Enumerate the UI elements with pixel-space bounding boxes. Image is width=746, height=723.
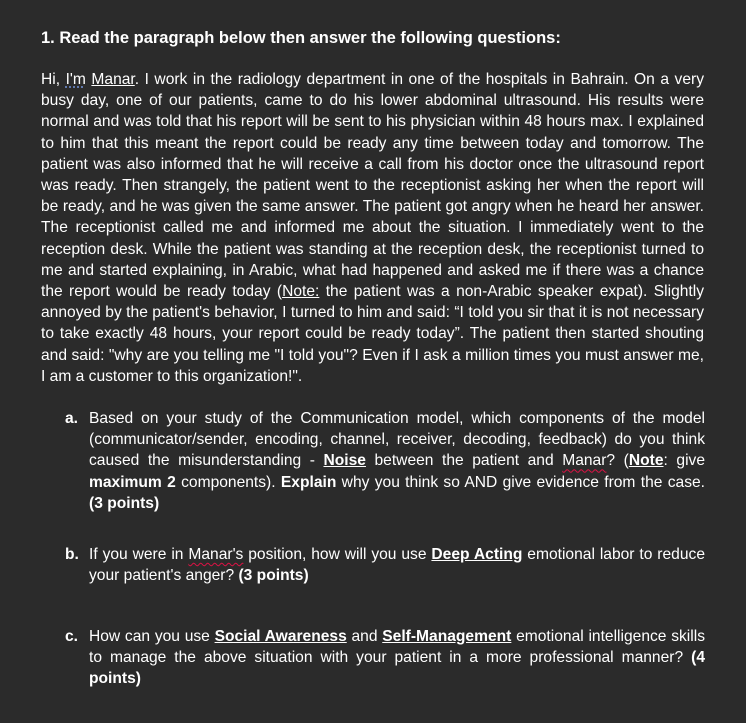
- question-b-text: [89, 544, 705, 586]
- max-components: maximum 2: [89, 473, 176, 491]
- explain-term: Explain: [280, 473, 337, 491]
- q-text: : give: [663, 452, 706, 470]
- question-title: 1. Read the paragraph below then answer the following questions:: [41, 29, 561, 47]
- para-text: the patient was a non-Arabic speaker expat). Slightly annoyed by the patient's behavior, I turned to him and said: “I told you sir that it is not necessary to take exactly 48 hours, your report could be ready today”. The patient then started shouting and said: "why are you telling me "I told you"? Even if I ask a million times you must answer me, I am a customer to this organization!".: [41, 283, 705, 385]
- q-text: If you were in: [89, 546, 189, 563]
- q-text: Based on your study of the Communication model, which components of the model (communicator/sender, encoding, channel, receiver, decoding, feedback) do you think caused the misunderstanding -: [89, 410, 705, 470]
- para-text: Hi,: [41, 71, 66, 88]
- note-label: Note: [628, 452, 664, 470]
- question-a-letter: a.: [65, 410, 79, 427]
- q-text: position, how will you use: [243, 546, 432, 563]
- q-text: ? (: [606, 452, 629, 470]
- q-text: between the patient and: [365, 452, 563, 470]
- question-c-text: [89, 626, 705, 690]
- question-a-text: [89, 408, 705, 514]
- points-c: (4 points): [89, 649, 705, 688]
- para-im: I'm: [65, 71, 86, 88]
- q-text: why you think so AND give evidence from the case.: [336, 473, 705, 491]
- para-manar: Manar: [91, 71, 135, 88]
- manars-name: Manar's: [188, 546, 244, 563]
- social-awareness-term: Social Awareness: [214, 628, 347, 645]
- deep-acting-term: Deep Acting: [431, 546, 523, 563]
- case-paragraph: [41, 69, 704, 387]
- question-c-letter: c.: [65, 628, 79, 645]
- q-text: components).: [175, 473, 281, 491]
- points-a: (3 points): [89, 494, 160, 512]
- q-text: emotional labor to reduce your patient's anger?: [89, 546, 705, 585]
- manar-name: Manar: [562, 452, 607, 470]
- question-c: [65, 626, 705, 690]
- q-text: emotional intelligence skills to manage the above situation with your patient in a more professional manner?: [89, 628, 705, 667]
- points-b: (3 points): [238, 567, 309, 585]
- question-b: [65, 544, 705, 586]
- para-note: Note:: [282, 283, 320, 301]
- question-a: [65, 408, 705, 514]
- question-b-letter: b.: [65, 546, 79, 563]
- self-management-term: Self-Management: [382, 628, 512, 645]
- q-text: and: [346, 628, 383, 645]
- q-text: How can you use: [89, 628, 215, 645]
- noise-term: Noise: [323, 452, 366, 470]
- para-text: . I work in the radiology department in one of the hospitals in Bahrain. On a very busy day, one of our patients, came to do his lower abdominal ultrasound. His results were normal and was told that his report will be sent to his physician within 48 hours max. I explained to him that this meant the report could be ready any time between today and tomorrow. The patient was also informed that he will receive a call from his doctor once the ultrasound report was ready. Then strangely, the patient went to the receptionist asking her when the report will be ready, and he was given the same answer. The patient got angry when he heard her answer. The receptionist called me and informed me about the situation. I immediately went to the reception desk. While the patient was standing at the reception desk, the receptionist turned to me and started explaining, in Arabic, what had happened and asked me if there was a chance the report would be ready today (: [41, 71, 705, 301]
